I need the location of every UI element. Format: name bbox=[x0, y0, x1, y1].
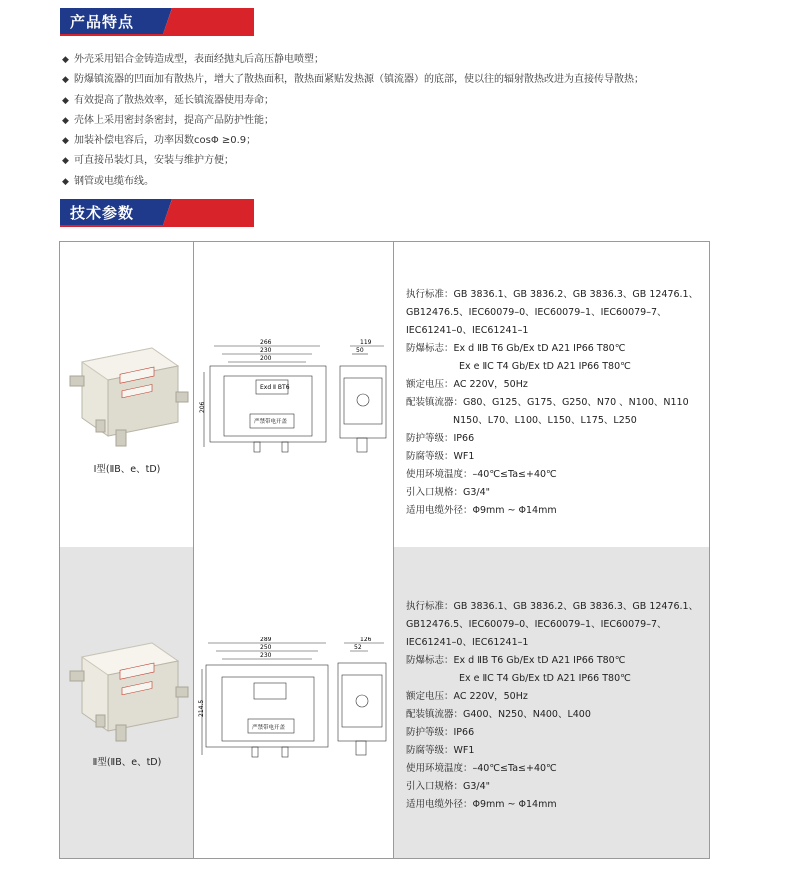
spec-line: 适用电缆外径：Φ9mm ~ Φ14mm bbox=[406, 505, 557, 516]
dim-side-total: 126 bbox=[360, 637, 372, 643]
spec-line: 执行标准：GB 3836.1、GB 3836.2、GB 3836.3、GB 12476.1、 bbox=[406, 601, 699, 612]
feature-item: ◆ 有效提高了散热效率，延长镇流器使用寿命； bbox=[62, 91, 782, 111]
dim-inner: 200 bbox=[260, 355, 272, 362]
spec-line: Ex e ⅡC T4 Gb/Ex tD A21 IP66 T80℃ bbox=[459, 361, 631, 372]
section-title: 技术参数 bbox=[70, 204, 135, 222]
spec-table bbox=[59, 241, 710, 859]
spec-line: 引入口规格：G3/4" bbox=[406, 487, 491, 498]
spec-line: 防爆标志：Ex d ⅡB T6 Gb/Ex tD A21 IP66 T80℃ bbox=[406, 655, 626, 666]
dim-inner: 230 bbox=[260, 652, 272, 659]
spec-line: GB12476.5、IEC60079–0、IEC60079–1、IEC60079–7、 bbox=[406, 619, 667, 630]
header-bar-red bbox=[163, 199, 254, 225]
section-header-specs bbox=[60, 199, 254, 225]
spec-list bbox=[406, 286, 698, 520]
spec-line: GB12476.5、IEC60079–0、IEC60079–1、IEC60079–7、 bbox=[406, 307, 667, 318]
section-title: 产品特点 bbox=[70, 13, 135, 31]
spec-line: 使用环境温度：–40℃≤Ta≤+40℃ bbox=[406, 763, 557, 774]
dim-side-total: 119 bbox=[360, 339, 372, 346]
dim-height: 214.5 bbox=[198, 699, 205, 717]
front-plate: 严禁带电开盖 bbox=[252, 725, 286, 731]
spec-line: 额定电压：AC 220V，50Hz bbox=[406, 379, 528, 390]
model-label: Ⅰ型(ⅡB、e、tD) bbox=[93, 464, 161, 475]
dim-side-inner: 50 bbox=[356, 347, 364, 354]
dimension-drawing bbox=[194, 637, 394, 787]
spec-line: 防护等级：IP66 bbox=[406, 727, 475, 738]
dimension-drawing-cell bbox=[194, 242, 394, 547]
product-photo-cell bbox=[60, 547, 194, 858]
header-bar-red bbox=[163, 8, 254, 34]
spec-line: IEC61241–0、IEC61241–1 bbox=[406, 637, 529, 648]
spec-line: 配装镇流器：G80、G125、G175、G250、N70 、N100、N110 bbox=[406, 397, 689, 408]
spec-line: 防腐等级：WF1 bbox=[406, 451, 475, 462]
diamond-bullet-icon: ◆ bbox=[62, 176, 69, 187]
spec-line: 防腐等级：WF1 bbox=[406, 745, 475, 756]
table-row bbox=[60, 242, 709, 548]
spec-line: 配装镇流器：G400、N250、N400、L400 bbox=[406, 709, 591, 720]
diamond-bullet-icon: ◆ bbox=[62, 156, 69, 167]
dim-mid: 250 bbox=[260, 644, 272, 651]
spec-line: Ex e ⅡC T4 Gb/Ex tD A21 IP66 T80℃ bbox=[459, 673, 631, 684]
header-underline bbox=[60, 225, 254, 227]
diamond-bullet-icon: ◆ bbox=[62, 95, 69, 106]
spec-line: IEC61241–0、IEC61241–1 bbox=[406, 325, 529, 336]
dimension-drawing bbox=[194, 334, 394, 474]
spec-line: 防爆标志：Ex d ⅡB T6 Gb/Ex tD A21 IP66 T80℃ bbox=[406, 343, 626, 354]
spec-cell bbox=[394, 547, 709, 858]
dim-total: 289 bbox=[260, 637, 272, 643]
spec-line: 使用环境温度：–40℃≤Ta≤+40℃ bbox=[406, 469, 557, 480]
feature-item: ◆ 防爆镇流器的凹面加有散热片，增大了散热面积，散热面紧贴发热源（镇流器）的底部，使以往的辐射散热改进为直接传导散热； bbox=[62, 70, 782, 90]
dim-height: 206 bbox=[199, 401, 206, 413]
model-label: Ⅱ型(ⅡB、e、tD) bbox=[92, 757, 162, 768]
feature-list bbox=[62, 50, 782, 192]
diamond-bullet-icon: ◆ bbox=[62, 136, 69, 147]
table-row bbox=[60, 547, 709, 858]
feature-item: ◆ 可直接吊装灯具，安装与维护方便； bbox=[62, 151, 782, 171]
spec-cell bbox=[394, 242, 709, 547]
dim-total: 266 bbox=[260, 339, 272, 346]
diamond-bullet-icon: ◆ bbox=[62, 115, 69, 126]
feature-item: ◆ 壳体上采用密封条密封，提高产品防护性能； bbox=[62, 111, 782, 131]
dimension-drawing-cell bbox=[194, 547, 394, 858]
diamond-bullet-icon: ◆ bbox=[62, 55, 69, 65]
junction-box-photo bbox=[60, 617, 194, 817]
header-underline bbox=[60, 34, 254, 36]
spec-line: 引入口规格：G3/4" bbox=[406, 781, 491, 792]
feature-item: ◆ 加装补偿电容后，功率因数cosΦ ≥0.9； bbox=[62, 131, 782, 151]
section-header-features bbox=[60, 8, 254, 34]
spec-line: N150、L70、L100、L150、L175、L250 bbox=[453, 415, 637, 426]
spec-line: 执行标准：GB 3836.1、GB 3836.2、GB 3836.3、GB 12476.1、 bbox=[406, 289, 699, 300]
diamond-bullet-icon: ◆ bbox=[62, 75, 69, 86]
spec-line: 适用电缆外径：Φ9mm ~ Φ14mm bbox=[406, 799, 557, 810]
dim-mid: 230 bbox=[260, 347, 272, 354]
dim-side-inner: 52 bbox=[354, 644, 362, 651]
product-photo-cell bbox=[60, 242, 194, 547]
junction-box-photo bbox=[60, 332, 194, 532]
feature-item: ◆ 外壳采用铝合金铸造成型，表面经抛丸后高压静电喷塑； bbox=[62, 50, 782, 70]
spec-list bbox=[406, 598, 698, 814]
spec-line: 额定电压：AC 220V，50Hz bbox=[406, 691, 528, 702]
spec-line: 防护等级：IP66 bbox=[406, 433, 475, 444]
front-label: Exd Ⅱ BT6 bbox=[260, 384, 290, 391]
front-plate: 严禁带电开盖 bbox=[254, 419, 288, 425]
feature-item: ◆ 钢管或电缆布线。 bbox=[62, 172, 782, 192]
